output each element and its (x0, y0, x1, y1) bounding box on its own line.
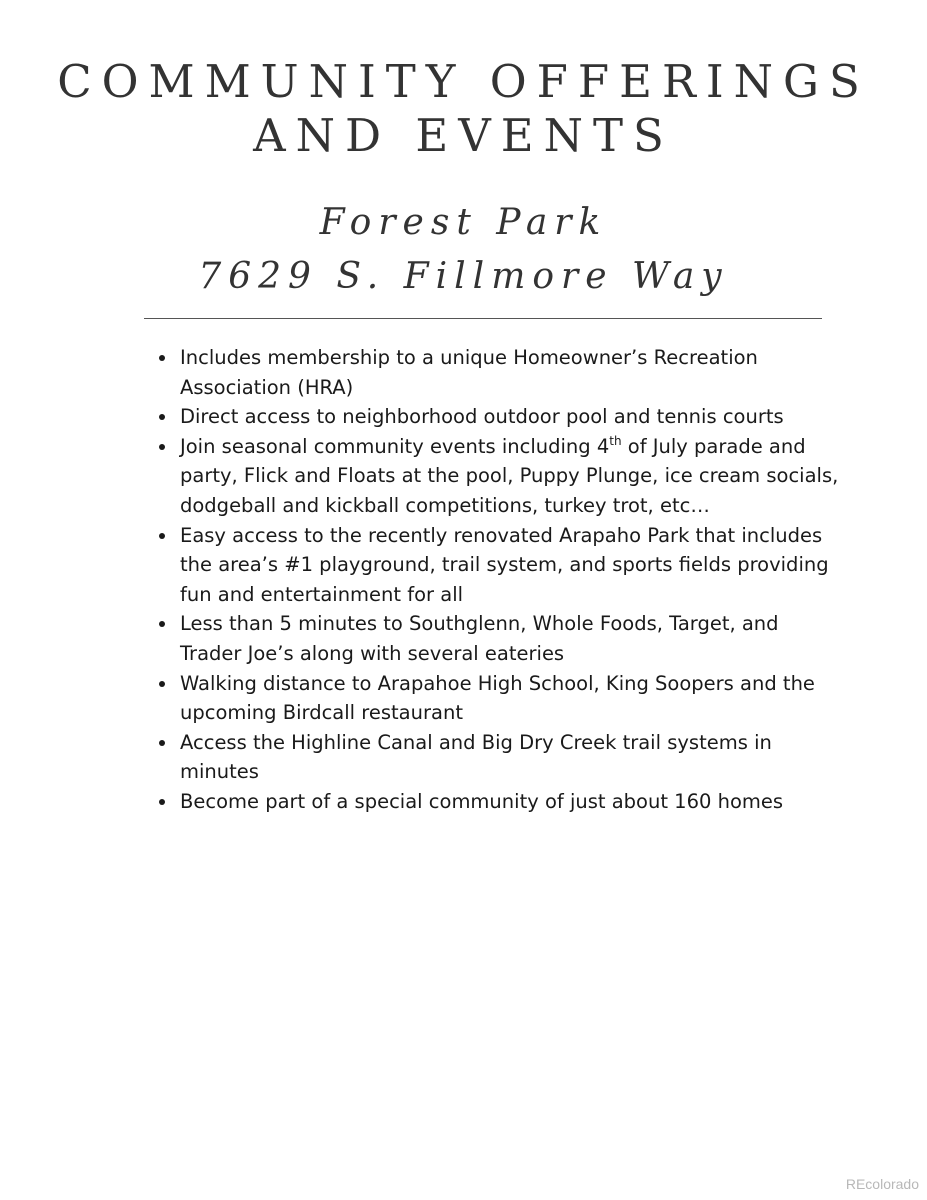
offerings-list (180, 343, 840, 817)
page-title (0, 55, 927, 163)
list-item-hra: Includes membership to a unique Homeowner’s Recreation Association (HRA) (180, 343, 840, 402)
list-item-shopping: Less than 5 minutes to Southglenn, Whole Foods, Target, and Trader Joe’s along with several eateries (180, 609, 840, 668)
list-item-pool: Direct access to neighborhood outdoor pool and tennis courts (180, 402, 840, 432)
list-item-community: Become part of a special community of just about 160 homes (180, 787, 840, 817)
list-item-events (180, 432, 840, 521)
watermark: REcolorado (845, 1176, 919, 1192)
list-item-walking-distance: Walking distance to Arapahoe High School, King Soopers and the upcoming Birdcall restaurant (180, 669, 840, 728)
events-text-start: Join seasonal community events including 4 (180, 434, 610, 458)
title-line-2: AND EVENTS (253, 109, 674, 162)
list-item-trails: Access the Highline Canal and Big Dry Creek trail systems in minutes (180, 728, 840, 787)
events-superscript: th (609, 433, 622, 448)
divider (144, 318, 822, 319)
subtitle (0, 196, 927, 304)
list-item-arapaho-park: Easy access to the recently renovated Arapaho Park that includes the area’s #1 playground, trail system, and sports fields providing fun and entertainment for all (180, 521, 840, 610)
events-text-end: of July parade and party, Flick and Floats at the pool, Puppy Plunge, ice cream socials, dodgeball and kickball competitions, turkey trot, etc… (180, 434, 839, 517)
subtitle-address: 7629 S. Fillmore Way (198, 256, 729, 297)
subtitle-community-name: Forest Park (319, 202, 608, 243)
title-line-1: COMMUNITY OFFERINGS (57, 55, 870, 108)
